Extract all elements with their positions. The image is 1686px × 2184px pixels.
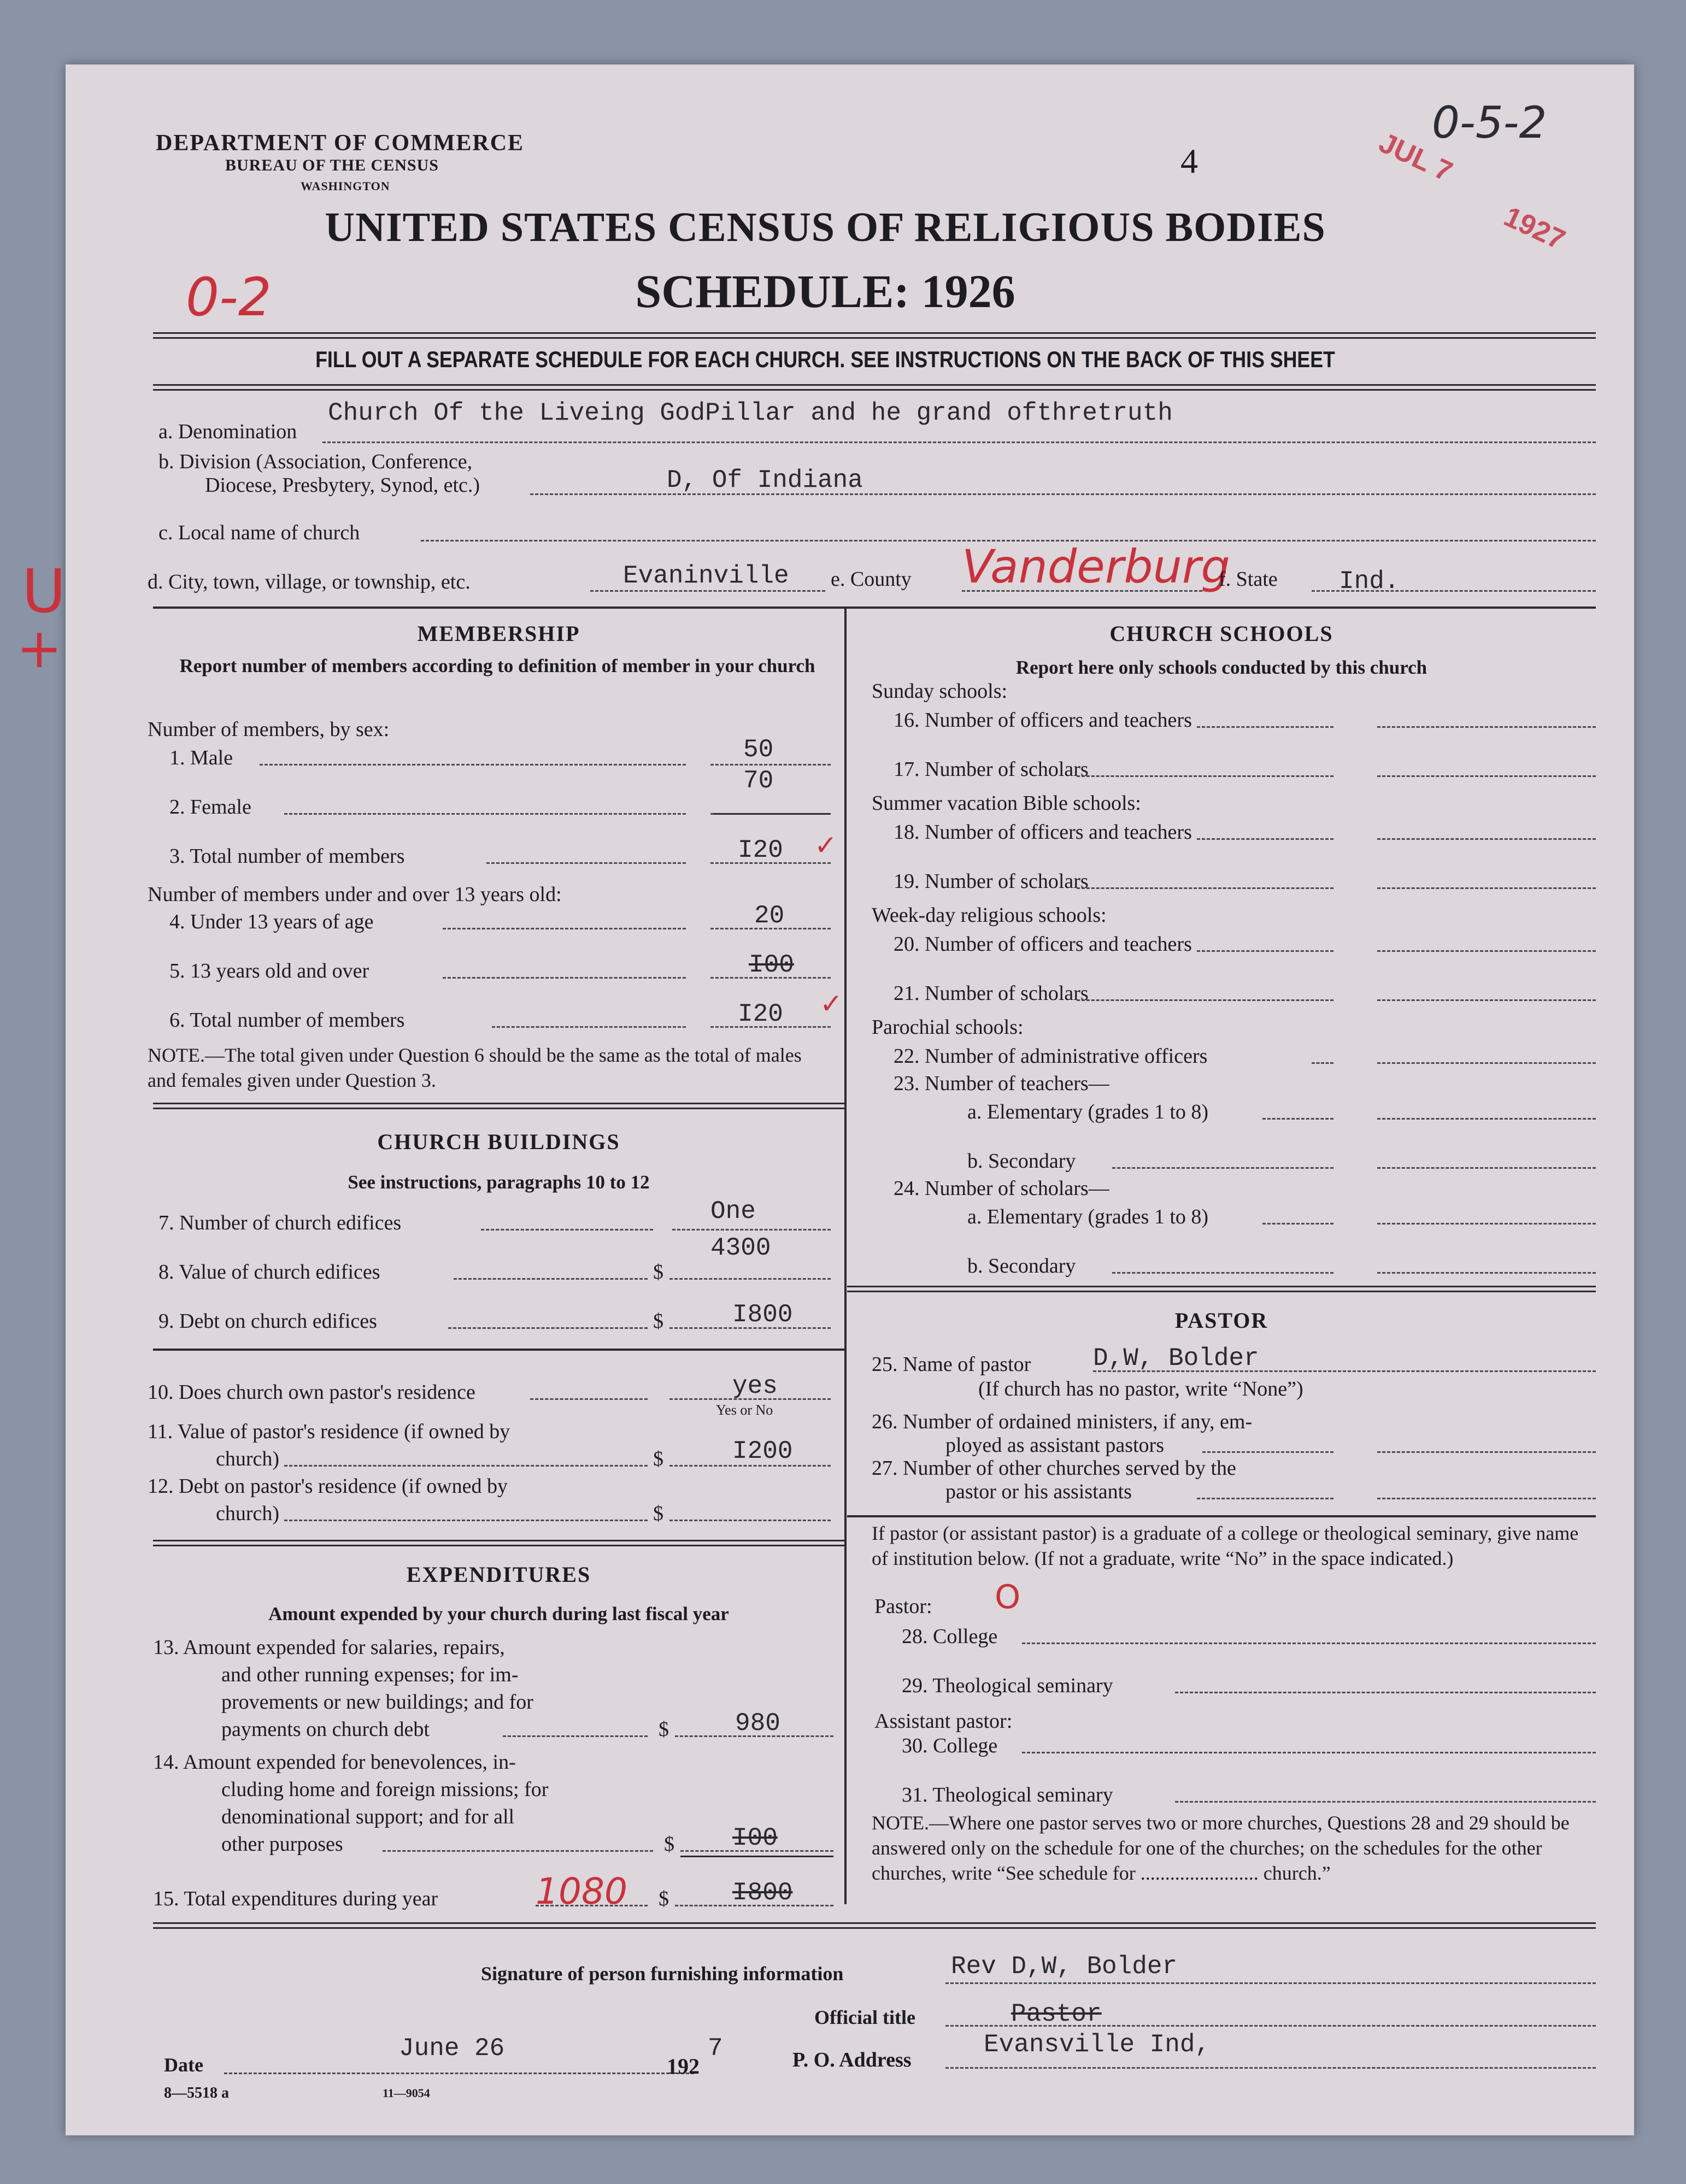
buildings-mid-rule — [153, 1349, 844, 1351]
q26-label-2: ployed as assistant pastors — [945, 1434, 1165, 1457]
margin-plus: + — [16, 616, 62, 680]
date-value: June 26 — [399, 2034, 505, 2063]
q17-label: 17. Number of scholars — [894, 758, 1089, 781]
q21-leader — [1077, 999, 1333, 1001]
q29-line — [1175, 1692, 1596, 1693]
q12-dollar: $ — [653, 1502, 663, 1525]
city-heading: WASHINGTON — [301, 179, 390, 193]
po-address-label: P. O. Address — [792, 2048, 912, 2071]
q25-hint: (If church has no pastor, write “None”) — [978, 1377, 1303, 1400]
q1-label: 1. Male — [169, 746, 233, 769]
q23-label: 23. Number of teachers— — [894, 1072, 1109, 1095]
q22-leader — [1312, 1062, 1333, 1064]
q16-line — [1377, 726, 1596, 728]
q24a-line — [1377, 1223, 1596, 1225]
q3-check-mark: ✓ — [814, 829, 837, 861]
pastor-note: NOTE.—Where one pastor serves two or more churches, Questions 28 and 29 should be answered only on the schedule for one of the churches; on the schedules for the other churches, write “See schedule for ........................ church.” — [872, 1812, 1570, 1884]
county-value: Vanderburg — [962, 540, 1230, 593]
state-label: f. State — [1219, 568, 1278, 591]
denomination-value: Church Of the Liveing GodPillar and he grand ofthretruth — [328, 399, 1173, 427]
q13-label-2: and other running expenses; for im- — [221, 1663, 519, 1686]
buildings-rule — [153, 1540, 844, 1546]
q23a-label: a. Elementary (grades 1 to 8) — [967, 1100, 1209, 1123]
q8-leader — [454, 1278, 648, 1280]
date-label: Date — [164, 2054, 203, 2076]
margin-mark: U — [22, 556, 66, 626]
city-value: Evaninville — [623, 562, 789, 590]
q9-value: I800 — [732, 1300, 793, 1329]
q20-leader — [1197, 950, 1333, 952]
q7-value: One — [710, 1197, 756, 1226]
q28-line — [1022, 1643, 1596, 1644]
q12-label-1: 12. Debt on pastor's residence (if owned by — [148, 1475, 508, 1498]
assistant-schools-label: Assistant pastor: — [874, 1710, 1013, 1733]
q1-leader — [260, 764, 686, 766]
signature-line — [945, 1982, 1596, 1984]
date-year-prefix: 192 — [667, 2054, 700, 2079]
q23b-leader — [1112, 1167, 1333, 1169]
q15-correction: 1080 — [536, 1870, 627, 1912]
weekday-schools-label: Week-day religious schools: — [872, 904, 1107, 927]
state-value: Ind. — [1339, 567, 1400, 596]
q8-label: 8. Value of church edifices — [158, 1261, 380, 1284]
q14-label-1: 14. Amount expended for benevolences, in- — [153, 1751, 516, 1774]
pastor-mark: O — [995, 1578, 1021, 1616]
q10-hint: Yes or No — [716, 1402, 773, 1418]
q12-leader — [284, 1520, 648, 1521]
city-label: d. City, town, village, or township, etc. — [148, 570, 471, 593]
q9-label: 9. Debt on church edifices — [158, 1310, 377, 1333]
expenditures-subheading: Amount expended by your church during last fiscal year — [268, 1603, 729, 1624]
graduate-note: If pastor (or assistant pastor) is a graduate of a college or theological seminary, give name of institution below. (If not a graduate, write “No” in the space indicated.) — [872, 1522, 1579, 1569]
q27-line — [1377, 1498, 1596, 1499]
q7-leader — [481, 1229, 653, 1231]
po-address-line — [945, 2067, 1596, 2069]
q2-leader — [284, 813, 686, 815]
q13-label-4: payments on church debt — [221, 1718, 430, 1741]
q19-line — [1377, 887, 1596, 889]
q25-value: D,W, Bolder — [1093, 1344, 1259, 1373]
schools-rule — [847, 1286, 1596, 1292]
bureau-heading: BUREAU OF THE CENSUS — [225, 156, 439, 174]
q28-label: 28. College — [902, 1625, 998, 1648]
q30-label: 30. College — [902, 1734, 998, 1757]
q13-label-1: 13. Amount expended for salaries, repairs, — [153, 1636, 505, 1659]
q23b-line — [1377, 1167, 1596, 1169]
q10-label: 10. Does church own pastor's residence — [148, 1381, 475, 1404]
sheet-number: 4 — [1180, 142, 1198, 180]
identity-rule — [153, 607, 1596, 609]
header-rule — [153, 332, 1596, 339]
sunday-schools-label: Sunday schools: — [872, 680, 1008, 703]
q14-label-2: cluding home and foreign missions; for — [221, 1778, 549, 1801]
county-label: e. County — [831, 568, 912, 591]
q13-value: 980 — [735, 1709, 780, 1738]
official-title-value: Pastor — [1011, 2000, 1102, 2028]
q6-label: 6. Total number of members — [169, 1009, 405, 1032]
division-label-2: Diocese, Presbytery, Synod, etc.) — [205, 474, 480, 497]
q10-leader — [530, 1398, 648, 1400]
division-value: D, Of Indiana — [667, 466, 863, 495]
q26-label-1: 26. Number of ordained ministers, if any, em- — [872, 1410, 1253, 1433]
q15-label: 15. Total expenditures during year — [153, 1887, 438, 1910]
q13-dollar: $ — [659, 1718, 669, 1741]
membership-rule — [153, 1103, 844, 1109]
q23a-line — [1377, 1118, 1596, 1120]
membership-heading: MEMBERSHIP — [417, 621, 580, 646]
summer-schools-label: Summer vacation Bible schools: — [872, 792, 1141, 815]
q24b-label: b. Secondary — [967, 1255, 1076, 1278]
q15-leader — [536, 1905, 648, 1906]
division-label-1: b. Division (Association, Conference, — [158, 450, 473, 473]
q9-leader — [448, 1327, 648, 1329]
q24-label: 24. Number of scholars— — [894, 1177, 1109, 1200]
membership-subheading: Report number of members according to definition of member in your church — [179, 655, 815, 676]
q8-dollar: $ — [653, 1261, 663, 1284]
census-title: UNITED STATES CENSUS OF RELIGIOUS BODIES — [325, 204, 1326, 250]
membership-note: NOTE.—The total given under Question 6 should be the same as the total of males and females given under Question 3. — [148, 1044, 802, 1091]
q21-label: 21. Number of scholars — [894, 982, 1089, 1005]
buildings-subheading: See instructions, paragraphs 10 to 12 — [348, 1172, 650, 1193]
schedule-title: SCHEDULE: 1926 — [635, 265, 1015, 317]
q3-value: I20 — [738, 836, 783, 864]
header-rule-bottom — [153, 384, 1596, 391]
official-title-label: Official title — [814, 2006, 915, 2028]
q26-line — [1377, 1451, 1596, 1453]
q15-dollar: $ — [659, 1887, 669, 1910]
q4-leader — [443, 928, 686, 929]
q13-label-3: provements or new buildings; and for — [221, 1691, 533, 1714]
signature-value: Rev D,W, Bolder — [951, 1952, 1178, 1981]
q14-dollar: $ — [664, 1833, 674, 1856]
q3-label: 3. Total number of members — [169, 845, 405, 868]
pastor-schools-label: Pastor: — [874, 1595, 932, 1618]
members-by-sex-label: Number of members, by sex: — [148, 718, 390, 741]
q6-leader — [492, 1026, 686, 1028]
date-year-suffix: 7 — [708, 2034, 723, 2063]
q6-value: I20 — [738, 1000, 783, 1028]
q14-sum-rule — [680, 1856, 833, 1857]
q31-label: 31. Theological seminary — [902, 1783, 1113, 1806]
q27-label-2: pastor or his assistants — [945, 1480, 1132, 1503]
q8-line — [669, 1278, 831, 1280]
q29-label: 29. Theological seminary — [902, 1674, 1113, 1697]
city-line — [590, 590, 825, 592]
denomination-line — [322, 441, 1596, 443]
q18-leader — [1197, 838, 1333, 840]
q21-line — [1377, 999, 1596, 1001]
q12-label-2: church) — [216, 1502, 280, 1525]
received-stamp-year: 1927 — [1499, 201, 1570, 256]
q14-label-4: other purposes — [221, 1833, 343, 1856]
q2-sum-rule — [713, 813, 831, 815]
print-code: 11—9054 — [383, 2086, 430, 2100]
q19-leader — [1077, 887, 1333, 889]
q8-value: 4300 — [710, 1234, 771, 1262]
buildings-heading: CHURCH BUILDINGS — [377, 1129, 620, 1154]
q24b-leader — [1112, 1272, 1333, 1274]
under-over-label: Number of members under and over 13 years old: — [148, 883, 562, 906]
q16-label: 16. Number of officers and teachers — [894, 709, 1192, 732]
q11-value: I200 — [732, 1437, 793, 1465]
schools-heading: CHURCH SCHOOLS — [1109, 621, 1333, 646]
q15-value: I800 — [732, 1879, 793, 1907]
q26-leader — [1202, 1451, 1333, 1453]
q10-value: yes — [732, 1372, 778, 1400]
bottom-rule — [153, 1922, 1596, 1929]
pastor-rule — [847, 1515, 1596, 1517]
q2-label: 2. Female — [169, 796, 251, 819]
q14-leader — [383, 1850, 653, 1852]
department-heading: DEPARTMENT OF COMMERCE — [156, 131, 525, 156]
q11-leader — [284, 1465, 648, 1467]
po-address-value: Evansville Ind, — [984, 2030, 1211, 2059]
q22-label: 22. Number of administrative officers — [894, 1045, 1208, 1068]
q23a-leader — [1262, 1118, 1333, 1120]
q11-label-1: 11. Value of pastor's residence (if owned by — [148, 1420, 510, 1443]
q13-leader — [503, 1735, 648, 1737]
local-name-label: c. Local name of church — [158, 521, 360, 544]
q7-line — [672, 1229, 831, 1231]
received-stamp-month: JUL 7 — [1374, 126, 1458, 189]
column-divider — [844, 607, 847, 1904]
q20-line — [1377, 950, 1596, 952]
signature-label: Signature of person furnishing information — [481, 1963, 844, 1985]
denomination-label: a. Denomination — [158, 420, 297, 443]
form-number: 8—5518 a — [164, 2085, 229, 2101]
q4-label: 4. Under 13 years of age — [169, 910, 374, 933]
q11-dollar: $ — [653, 1447, 663, 1470]
pastor-heading: PASTOR — [1174, 1308, 1268, 1333]
q14-label-3: denominational support; and for all — [221, 1805, 515, 1828]
fill-out-instruction: FILL OUT A SEPARATE SCHEDULE FOR EACH CHURCH. SEE INSTRUCTIONS ON THE BACK OF THIS SHEET — [315, 346, 1335, 372]
q24a-label: a. Elementary (grades 1 to 8) — [967, 1205, 1209, 1228]
q27-label-1: 27. Number of other churches served by the — [872, 1457, 1236, 1480]
expenditures-heading: EXPENDITURES — [406, 1562, 591, 1587]
q25-label: 25. Name of pastor — [872, 1353, 1031, 1376]
q27-leader — [1197, 1498, 1333, 1499]
q31-line — [1175, 1801, 1596, 1803]
q18-label: 18. Number of officers and teachers — [894, 821, 1192, 844]
q24b-line — [1377, 1272, 1596, 1274]
q17-line — [1377, 775, 1596, 777]
q22-line — [1377, 1062, 1596, 1064]
q1-value: 50 — [743, 735, 774, 764]
q23b-label: b. Secondary — [967, 1150, 1076, 1173]
q6-check-mark: ✓ — [820, 988, 843, 1020]
date-line — [224, 2073, 694, 2074]
q4-value: 20 — [754, 902, 785, 930]
q9-dollar: $ — [653, 1310, 663, 1333]
q24a-leader — [1262, 1223, 1333, 1225]
q12-line — [669, 1520, 831, 1521]
q2-value: 70 — [743, 767, 774, 795]
q3-leader — [486, 862, 686, 864]
schedule-sheet — [16, 64, 1634, 2135]
top-right-code: 0-5-2 — [1432, 97, 1547, 148]
q16-leader — [1197, 726, 1333, 728]
q5-leader — [443, 977, 686, 979]
schools-subheading: Report here only schools conducted by this church — [1015, 657, 1427, 678]
left-code: 0-2 — [186, 267, 272, 328]
q30-line — [1022, 1752, 1596, 1753]
q11-label-2: church) — [216, 1447, 280, 1470]
parochial-schools-label: Parochial schools: — [872, 1016, 1024, 1039]
q5-label: 5. 13 years old and over — [169, 959, 369, 982]
q5-value: I00 — [749, 951, 794, 979]
q20-label: 20. Number of officers and teachers — [894, 933, 1192, 956]
q14-value: I00 — [732, 1824, 778, 1852]
q1-line — [710, 764, 831, 766]
q18-line — [1377, 838, 1596, 840]
q17-leader — [1077, 775, 1333, 777]
q19-label: 19. Number of scholars — [894, 870, 1089, 893]
q7-label: 7. Number of church edifices — [158, 1211, 402, 1234]
